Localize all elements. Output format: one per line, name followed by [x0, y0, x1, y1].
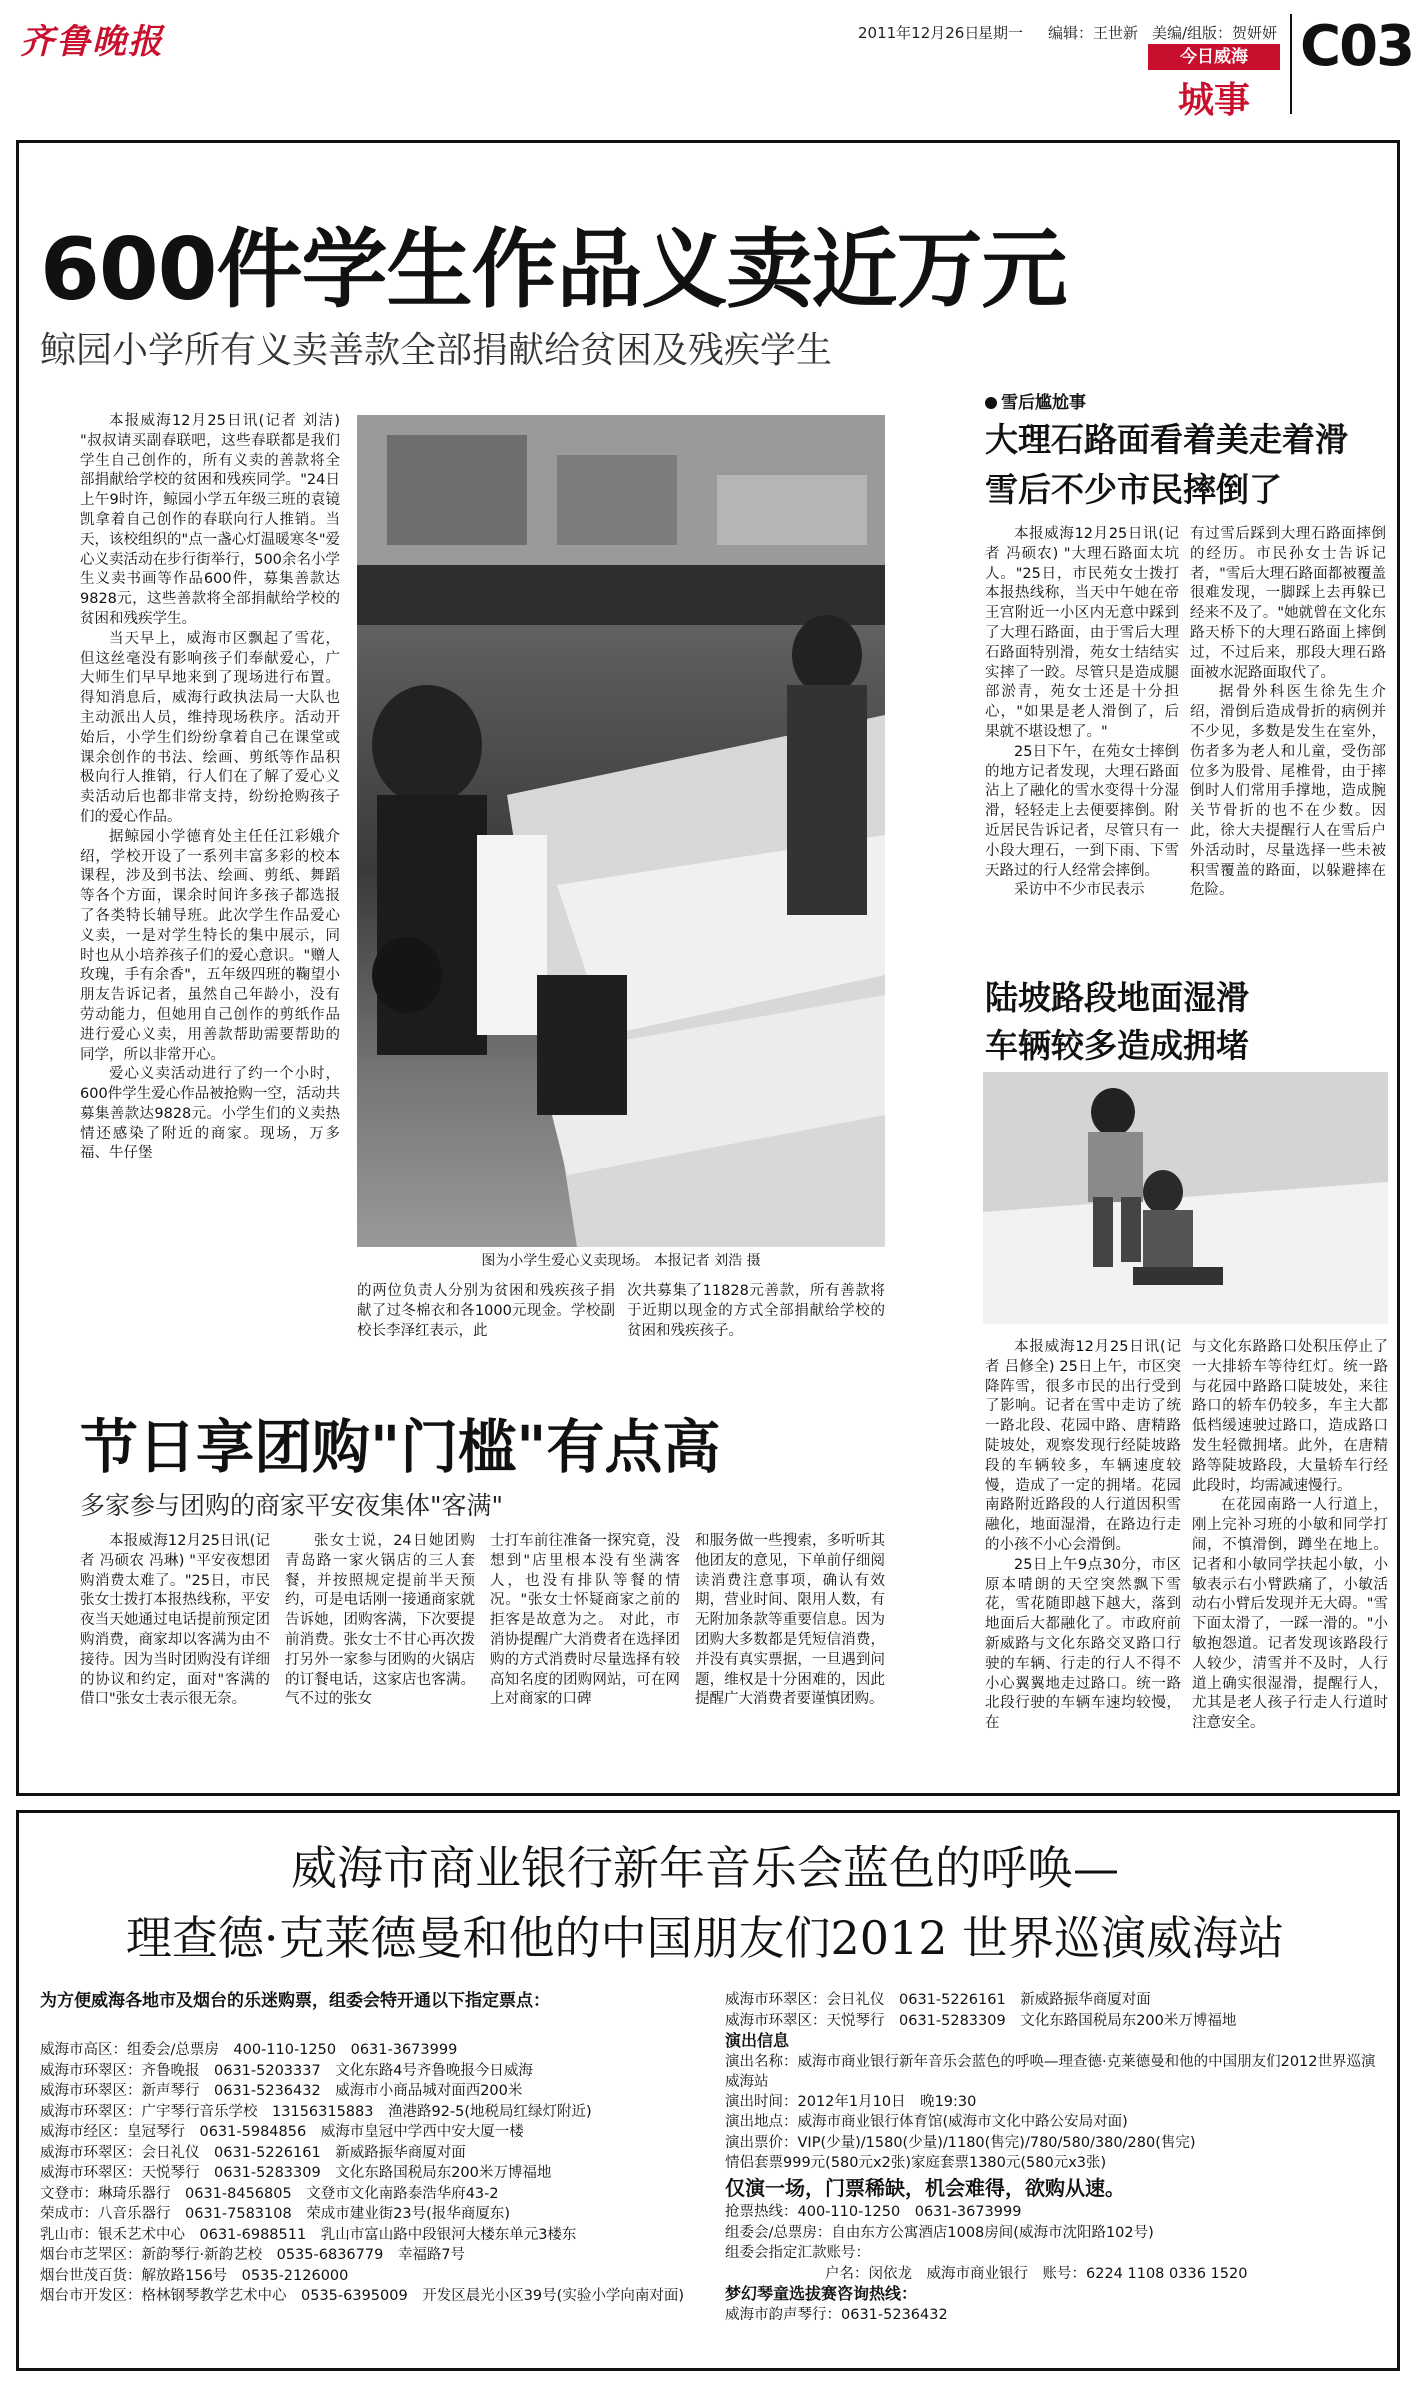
ticket-point: 威海市环翠区：天悦琴行 0631-5283309 文化东路国税局东200米万博福地	[725, 2012, 1237, 2029]
editor-credit: 编辑：王世新	[1048, 24, 1139, 42]
snow-story-column-2	[1190, 525, 1386, 965]
charity-sale-photo-icon	[357, 415, 885, 1247]
snow-girls-photo-icon	[983, 1072, 1388, 1324]
groupbuy-column-2	[285, 1532, 475, 1780]
advert-title-1: 威海市商业银行新年音乐会蓝色的呼唤—	[291, 1841, 1119, 1895]
paragraph: 据骨外科医生徐先生介绍，滑倒后造成骨折的病例并不少见，多数是发生在室外，伤者多为老人和儿童，受伤部位多为股骨、尾椎骨，由于摔倒时人们常用手撑地，造成腕关节骨折的也不在少数。因此，徐大夫提醒行人在雪后户外活动时，尽量选择一些未被积雪覆盖的路面，以躲避摔在危险。	[1190, 684, 1386, 899]
header-divider	[1290, 14, 1292, 114]
ticket-point: 烟台世茂百货：解放路156号 0535-2126000	[40, 2267, 349, 2284]
groupbuy-headline: 节日享团购"门槛"有点高	[80, 1413, 721, 1481]
paper-logo: 齐鲁晚报	[20, 22, 164, 62]
snow-story-kicker: 雪后尴尬事	[985, 388, 1086, 413]
ticket-point: 威海市环翠区：齐鲁晚报 0631-5203337 文化东路4号齐鲁晚报今日威海	[40, 2062, 533, 2079]
paragraph: 25日下午，在苑女士摔倒的地方记者发现，大理石路面沾上了融化的雪水变得十分湿滑，轻轻走上去便要摔倒。附近居民告诉记者，尽管只有一小段大理石，一到下雨、下雪天路过的行人经常会摔倒。	[985, 743, 1179, 879]
paragraph: 25日上午9点30分，市区原本晴朗的天空突然飘下雪花，雪花随即越下越大，落到地面后大都融化了。市政府前新威路与文化东路交叉路口行驶的车辆、行走的行人不得不小心翼翼地走过路口。统一路北段行驶的车辆车速均较慢，在	[985, 1556, 1181, 1732]
lead-photo-caption: 图为小学生爱心义卖现场。 本报记者 刘浩 摄	[481, 1253, 761, 1269]
ticket-point: 威海市环翠区：新声琴行 0631-5236432 威海市小商品城对面西200米	[40, 2083, 523, 2099]
ticket-point: 威海市高区：组委会/总票房 400-110-1250 0631-3673999	[40, 2042, 458, 2058]
issue-date: 2011年12月26日	[858, 24, 980, 42]
advert-title-2: 理查德·克莱德曼和他的中国朋友们2012 世界巡演威海站	[125, 1911, 1285, 1965]
ticket-point: 文登市：琳琦乐器行 0631-8456805 文登市文化南路泰浩华府43-2	[40, 2185, 499, 2202]
art-editor-credit: 美编/组版：贺妍妍	[1152, 24, 1278, 42]
paragraph: 与文化东路路口处积压停止了一大排轿车等待红灯。统一路与花园中路路口陡坡处，来往路口的轿车仍较多，车主大都低档缓速驶过路口，造成路口发生轻微拥堵。此外，在唐精路等陡坡路段，大量轿车行经此段时，均需减速慢行。	[1192, 1339, 1388, 1494]
page-number: C03	[1300, 14, 1414, 79]
show-info-line: 情侣套票999元(580元x2张)家庭套票1380元(580元x3张)	[725, 2155, 1107, 2171]
traffic-story-column-2	[1192, 1338, 1388, 1784]
paragraph: 张女士说，24日她团购青岛路一家火锅店的三人套餐，并按照规定提前半天预约，可是电话刚一接通商家就告诉她，团购客满，下次要提前消费。张女士不甘心再次拨打另外一家参与团购的火锅店的订餐电话，这家店也客满。气不过的张女	[285, 1533, 475, 1708]
snow-story-headline-2: 雪后不少市民摔倒了	[985, 470, 1282, 509]
issue-weekday: 星期一	[978, 24, 1024, 42]
advert-intro: 为方便威海各地市及烟台的乐迷购票，组委会特开通以下指定票点：	[40, 1991, 550, 2011]
groupbuy-column-3	[490, 1532, 680, 1780]
traffic-story-headline-2: 车辆较多造成拥堵	[985, 1026, 1249, 1065]
advert-right-column	[725, 1990, 1385, 2325]
ticket-point: 荣成市：八音乐器行 0631-7583108 荣成市建业街23号(报华商厦东)	[40, 2206, 510, 2222]
show-info-line: 演出票价：VIP(少量)/1580(少量)/1180(售完)/780/580/380/280(售完)	[725, 2134, 1196, 2151]
contact-line: 组委会指定汇款账号：	[725, 2245, 870, 2261]
paragraph: 本报威海12月25日讯(记者 冯硕农) "大理石路面太坑人。"25日，市民苑女士拨打本报热线称，当天中午她在帝王宫附近一小区内无意中踩到了大理石路面，由于雪后大理石路面特别滑，苑女士结结实实摔了一跤。尽管只是造成腿部淤青，苑女士还是十分担心，"如果是老人滑倒了，后果就不堪设想了。"	[985, 526, 1179, 740]
paragraph: 在花园南路一人行道上，刚上完补习班的小敏和同学打闹，不慎滑倒，蹲坐在地上。记者和小敏同学扶起小敏，小敏表示右小臂跌痛了，小敏活动右小臂后发现并无大碍。"雪下面太滑了，一踩一滑的。"小敏抱怨道。记者发现该路段行人较少，清雪并不及时，人行道上确实很湿滑，提醒行人，尤其是老人孩子行走人行道时注意安全。	[1192, 1497, 1388, 1732]
paragraph: 的两位负责人分别为贫困和残疾孩子捐献了过冬棉衣和各1000元现金。学校副校长李泽红表示，此	[357, 1283, 615, 1339]
lead-story-column-1	[80, 412, 340, 1360]
section-label: 今日威海	[1148, 44, 1280, 70]
lead-subheadline: 鲸园小学所有义卖善款全部捐献给贫困及残疾学生	[40, 330, 833, 371]
snow-story-column-1	[985, 525, 1179, 965]
paragraph: 有过雪后踩到大理石路面摔倒的经历。市民孙女士告诉记者，"雪后大理石路面都被覆盖很难发现，一脚踩上去再躲已经来不及了。"她就曾在文化东路天桥下的大理石路面上摔倒过，不过后来，那段大理石路面被水泥路面取代了。	[1190, 526, 1386, 681]
paragraph: 据鲸园小学德育处主任任江彩娥介绍，学校开设了一系列丰富多彩的校本课程，涉及到书法、绘画、剪纸、舞蹈等各个方面，课余时间许多孩子都选报了各类特长辅导班。此次学生作品爱心义卖，一是对学生特长的集中展示，同时也从小培养孩子们的爱心意识。"赠人玫瑰，手有余香"，五年级四班的鞠望小朋友告诉记者，虽然自己年龄小，没有劳动能力，但她用自己创作的剪纸作品进行爱心义卖，用善款帮助需要帮助的同学，所以非常开心。	[80, 828, 340, 1063]
piano-contest-line: 威海市韵声琴行：0631-5236432	[725, 2306, 948, 2323]
ticket-point: 威海市环翠区：广宇琴行音乐学校 13156315883 渔港路92-5(地税局红绿灯附近)	[40, 2103, 592, 2120]
paragraph: 采访中不少市民表示	[1014, 882, 1145, 899]
traffic-story-headline-1: 陆坡路段地面湿滑	[985, 978, 1249, 1017]
ticket-point: 威海市环翠区：会日礼仪 0631-5226161 新威路振华商厦对面	[40, 2144, 466, 2161]
paragraph: 爱心义卖活动进行了约一个小时，600件学生爱心作品被抢购一空，活动共募集善款达9828元。小学生们的义卖热情还感染了附近的商家。现场，万多福、牛仔堡	[80, 1066, 340, 1162]
ticket-point: 威海市经区：皇冠琴行 0631-5984856 威海市皇冠中学西中安大厦一楼	[40, 2124, 524, 2140]
lead-headline: 600件学生作品义卖近万元	[40, 220, 1067, 320]
show-info-line: 演出时间：2012年1月10日 晚19:30	[725, 2093, 977, 2110]
ticket-point: 烟台市开发区：格林钢琴教学艺术中心 0535-6395009 开发区晨光小区39号(实验小学向南对面)	[40, 2288, 684, 2304]
groupbuy-column-1	[80, 1532, 270, 1780]
traffic-story-column-1	[985, 1338, 1181, 1784]
ticket-point: 威海市环翠区：天悦琴行 0631-5283309 文化东路国税局东200米万博福地	[40, 2165, 552, 2181]
paragraph: 本报威海12月25日讯(记者 吕修全) 25日上午，市区突降阵雪，很多市民的出行受到了影响。记者在雪中走访了统一路北段、花园中路、唐精路陡坡处，观察发现行经陡坡路段的车辆较多，车辆速度较慢，造成了一定的拥堵。花园南路附近路段的人行道因积雪融化，地面湿滑，在路边行走的小孩不小心会滑倒。	[985, 1339, 1181, 1553]
paragraph: 和服务做一些搜索，多听听其他团友的意见，下单前仔细阅读消费注意事项，确认有效期，营业时间、限用人数，有无附加条款等重要信息。因为团购大多数都是凭短信消费，并没有真实票据，一旦遇到问题，维权是十分困难的，因此提醒广大消费者要谨慎团购。	[695, 1533, 885, 1708]
traffic-photo	[983, 1072, 1388, 1324]
contact-line: 抢票热线：400-110-1250 0631-3673999	[725, 2204, 1022, 2220]
section-title: 城事	[1177, 79, 1250, 121]
advert-slogan: 仅演一场，门票稀缺，机会难得，欲购从速。	[725, 2175, 1125, 2200]
show-info-title: 演出信息	[725, 2031, 790, 2050]
paragraph: 士打车前往准备一探究竟，没想到"店里根本没有坐满客人，也没有排队等餐的情况。"张女士怀疑商家之前的拒客是故意为之。 对此，市消协提醒广大消费者在选择团购的方式消费时尽量选择有较高知名度的团购网站，可在网上对商家的口碑	[490, 1533, 680, 1708]
paragraph: 本报威海12月25日讯(记者 刘洁) "叔叔请买副春联吧，这些春联都是我们学生自己创作的，所有义卖的善款将全部捐献给学校的贫困和残疾同学。"24日上午9时许，鲸园小学五年级三班的袁镜凯拿着自己创作的春联向行人推销。当天，该校组织的"点一盏心灯温暖寒冬"爱心义卖活动在步行街举行，500余名小学生义卖书画等作品600件，募集善款达9828元，这些善款将全部捐献给学校的贫困和残疾学生。	[80, 413, 340, 627]
paragraph: 当天早上，威海市区飘起了雪花，但这丝毫没有影响孩子们奉献爱心，广大师生们早早地来到了现场进行布置。得知消息后，威海行政执法局一大队也主动派出人员，维持现场秩序。活动开始后，小学生们纷纷拿着自己在课堂或课余创作的书法、绘画、剪纸等作品积极向行人推销，行人们在了解了爱心义卖活动后也都非常支持，纷纷抢购孩子们的爱心作品。	[80, 630, 340, 825]
advert-ticket-points	[40, 2040, 720, 2307]
ticket-point: 威海市环翠区：会日礼仪 0631-5226161 新威路振华商厦对面	[725, 1992, 1151, 2008]
ticket-point: 乳山市：银禾艺术中心 0631-6988511 乳山市富山路中段银河大楼东单元3楼东	[40, 2226, 577, 2243]
show-info-line: 演出名称：威海市商业银行新年音乐会蓝色的呼唤—理查德·克莱德曼和他的中国朋友们2012世界巡演威海站	[725, 2053, 1376, 2090]
paragraph: 本报威海12月25日讯(记者 冯硕农 冯琳) "平安夜想团购消费太难了。"25日，市民张女士拨打本报热线称，平安夜当天她通过电话提前预定团购消费，商家却以客满为由不接待。因为当时团购没有详细的协议和约定，面对"客满的借口"张女士表示很无奈。	[80, 1533, 270, 1708]
snow-story-headline-1: 大理石路面看着美走着滑	[985, 420, 1348, 459]
paragraph: 次共募集了11828元善款，所有善款将于近期以现金的方式全部捐献给学校的贫困和残疾孩子。	[627, 1283, 885, 1339]
lead-story-column-2	[357, 1282, 615, 1362]
contact-line: 户名：闵依龙 威海市商业银行 账号：6224 1108 0336 1520	[825, 2265, 1248, 2282]
groupbuy-column-4	[695, 1532, 885, 1780]
lead-photo	[357, 415, 885, 1247]
ticket-point: 烟台市芝罘区：新韵琴行·新韵艺校 0535-6836779 幸福路7号	[40, 2247, 466, 2263]
contact-line: 组委会/总票房：自由东方公寓酒店1008房间(威海市沈阳路102号)	[725, 2224, 1154, 2241]
show-info-line: 演出地点：威海市商业银行体育馆(威海市文化中路公安局对面)	[725, 2114, 1128, 2130]
lead-story-column-3	[627, 1282, 885, 1362]
groupbuy-subheadline: 多家参与团购的商家平安夜集体"客满"	[80, 1491, 503, 1520]
piano-contest-title: 梦幻琴童选拔赛咨询热线：	[725, 2284, 918, 2303]
